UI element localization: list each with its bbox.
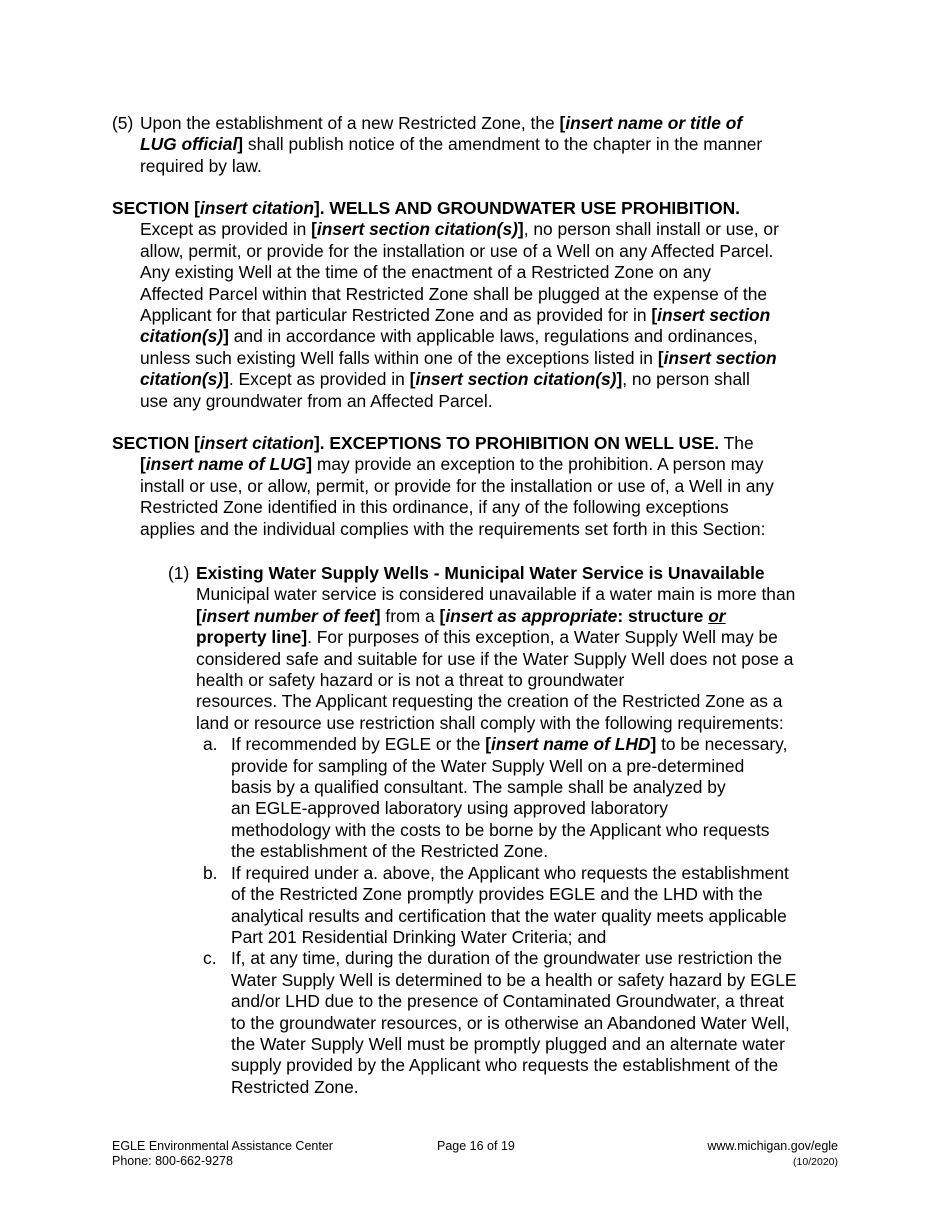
text-line: use any groundwater from an Affected Parcel. — [140, 390, 493, 411]
footer-url: www.michigan.gov/egle — [707, 1139, 838, 1153]
footer-page-number: Page 16 of 19 — [437, 1139, 515, 1153]
text-line: Restricted Zone identified in this ordinance, if any of the following exceptions — [140, 497, 729, 518]
sub-item-c — [203, 948, 797, 1098]
text-line: methodology with the costs to be borne by the Applicant who requests — [231, 819, 770, 840]
sub-item-label: b. — [203, 862, 218, 883]
text-line: [insert name of LUG] may provide an exception to the prohibition. A person may — [140, 454, 764, 475]
text-line: [insert number of feet] from a [insert as appropriate: structure or — [196, 605, 726, 626]
text-line: Affected Parcel within that Restricted Zone shall be plugged at the expense of the — [140, 283, 768, 304]
text-line: of the Restricted Zone promptly provides EGLE and the LHD with the — [231, 884, 763, 905]
text-line: health or safety hazard or is not a threat to groundwater — [196, 670, 625, 691]
text-line: allow, permit, or provide for the installation or use of a Well on any Affected Parcel. — [140, 240, 774, 261]
sub-item-label: a. — [203, 734, 218, 755]
text-line: If recommended by EGLE or the [insert name of LHD] to be necessary, — [231, 734, 788, 755]
text-line: an EGLE-approved laboratory using approved laboratory — [231, 798, 668, 819]
text-line: install or use, or allow, permit, or provide for the installation or use of, a Well in any — [140, 475, 774, 496]
text-line: applies and the individual complies with the requirements set forth in this Section: — [140, 518, 766, 539]
section-heading: SECTION [insert citation]. EXCEPTIONS TO PROHIBITION ON WELL USE. The — [112, 433, 754, 453]
text-line: resources. The Applicant requesting the creation of the Restricted Zone as a — [196, 691, 783, 712]
text-line: If required under a. above, the Applicant who requests the establishment — [231, 862, 789, 883]
footer-date: (10/2020) — [793, 1156, 838, 1168]
text-line: land or resource use restriction shall comply with the following requirements: — [196, 712, 784, 733]
exception-1 — [168, 563, 796, 1098]
item-number: (1) — [168, 563, 190, 583]
text-line: required by law. — [140, 155, 262, 176]
text-line: considered safe and suitable for use if the Water Supply Well does not pose a — [196, 648, 794, 669]
text-line: to the groundwater resources, or is otherwise an Abandoned Water Well, — [231, 1012, 790, 1033]
section-wells-groundwater — [112, 198, 779, 412]
sub-item-label: c. — [203, 948, 217, 969]
text-line: Restricted Zone. — [231, 1076, 359, 1097]
item-5-paragraph — [112, 113, 762, 177]
text-line: provide for sampling of the Water Supply Well on a pre-determined — [231, 755, 745, 776]
text-line: basis by a qualified consultant. The sample shall be analyzed by — [231, 777, 726, 798]
text-line: Any existing Well at the time of the enactment of a Restricted Zone on any — [140, 262, 711, 283]
text-line: Municipal water service is considered unavailable if a water main is more than — [196, 584, 796, 605]
section-exceptions — [112, 433, 774, 540]
text-line: If, at any time, during the duration of the groundwater use restriction the — [231, 948, 783, 969]
text-line: unless such existing Well falls within one of the exceptions listed in [insert section — [140, 347, 777, 368]
text-line: citation(s)] and in accordance with applicable laws, regulations and ordinances, — [140, 326, 758, 347]
text-line: Part 201 Residential Drinking Water Criteria; and — [231, 926, 607, 947]
text-line: Applicant for that particular Restricted Zone and as provided for in [insert section — [140, 305, 771, 326]
sub-item-a — [203, 734, 796, 862]
text-line: citation(s)]. Except as provided in [insert section citation(s)], no person shall — [140, 369, 750, 390]
text-line: Upon the establishment of a new Restricted Zone, the [insert name or title of — [140, 113, 743, 133]
text-line: and/or LHD due to the presence of Contaminated Groundwater, a threat — [231, 991, 784, 1012]
text-line: Except as provided in [insert section citation(s)], no person shall install or use, or — [140, 219, 779, 240]
sub-item-b — [203, 862, 796, 949]
text-line: LUG official] shall publish notice of the amendment to the chapter in the manner — [140, 134, 763, 155]
text-line: analytical results and certification that the water quality meets applicable — [231, 905, 787, 926]
text-line: Water Supply Well is determined to be a health or safety hazard by EGLE — [231, 969, 797, 990]
footer-phone: Phone: 800-662-9278 — [112, 1154, 233, 1168]
text-line: property line]. For purposes of this exception, a Water Supply Well may be — [196, 627, 778, 648]
item-number: (5) — [112, 113, 134, 133]
text-line: supply provided by the Applicant who requests the establishment of the — [231, 1055, 779, 1076]
section-heading: SECTION [insert citation]. WELLS AND GROUNDWATER USE PROHIBITION. — [112, 198, 741, 218]
footer-org: EGLE Environmental Assistance Center — [112, 1139, 333, 1153]
exception-title: Existing Water Supply Wells - Municipal Water Service is Unavailable — [196, 563, 765, 583]
text-line: the Water Supply Well must be promptly plugged and an alternate water — [231, 1033, 785, 1054]
text-line: the establishment of the Restricted Zone. — [231, 841, 549, 862]
